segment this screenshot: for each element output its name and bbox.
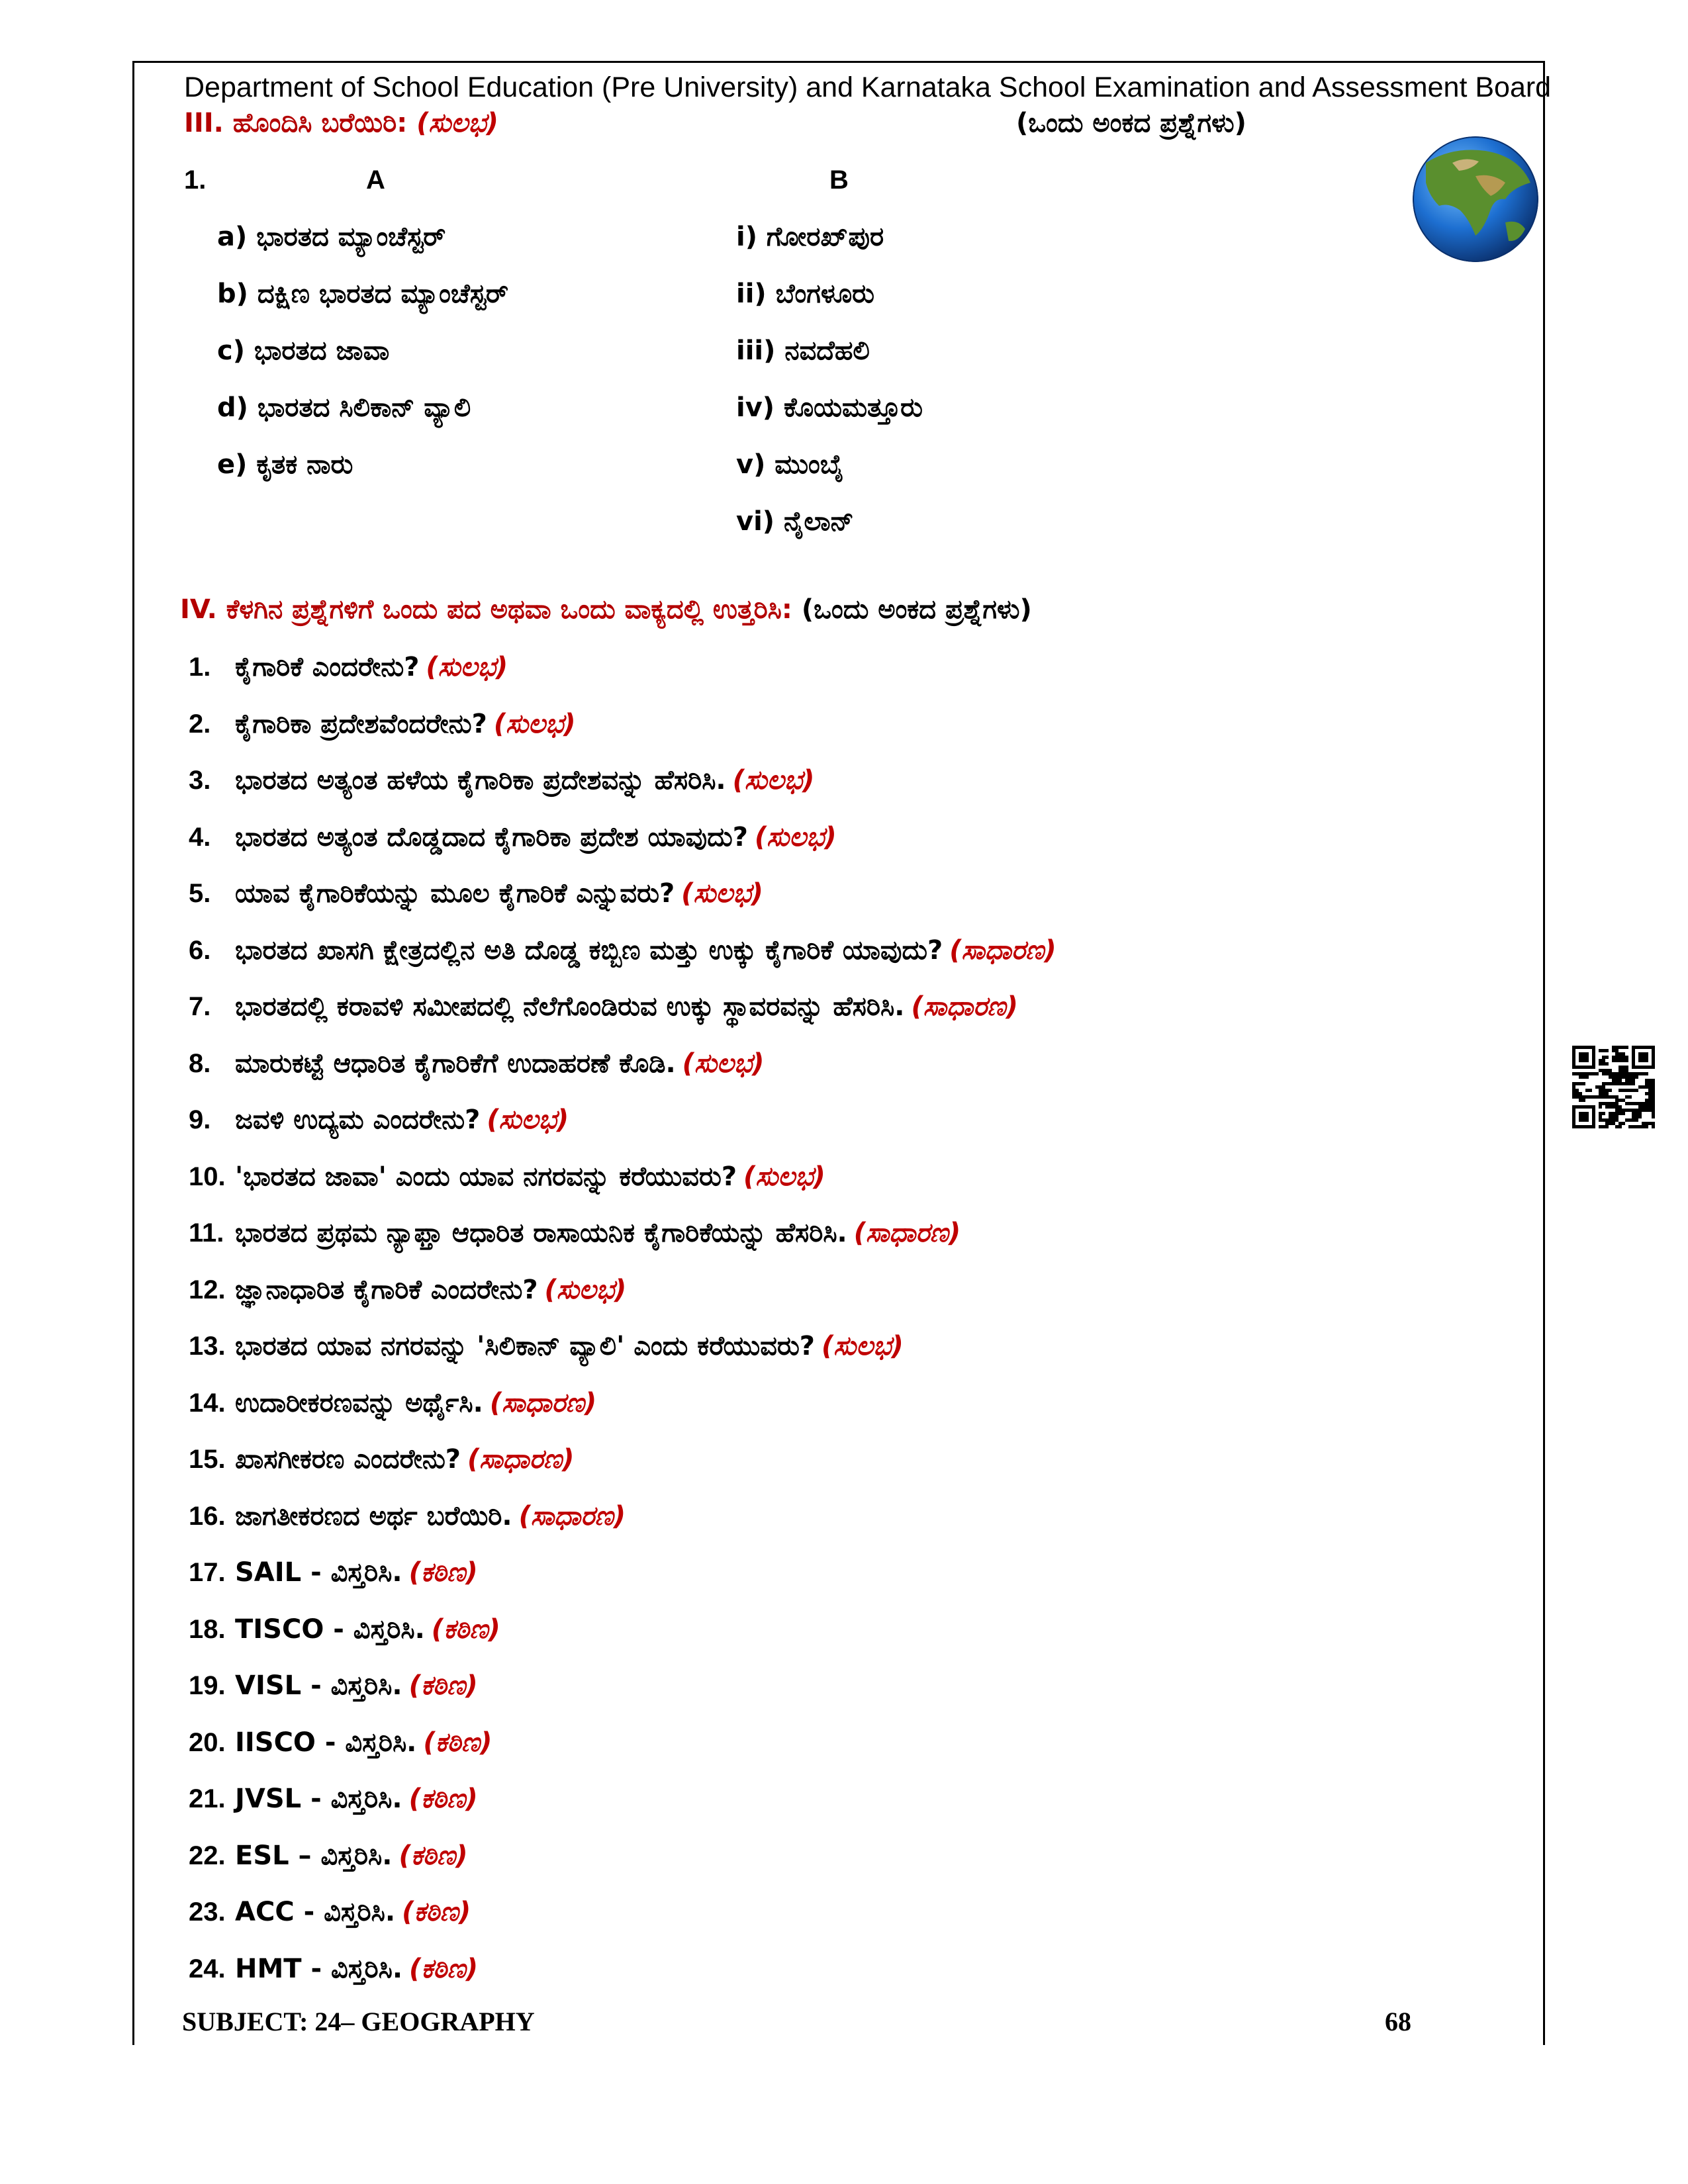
match-b-item: iv) ಕೊಯಮತ್ತೂರು (736, 392, 923, 423)
question-number: 10. (189, 1162, 226, 1191)
question-text: ESL – ವಿಸ್ತರಿಸಿ. (235, 1841, 393, 1871)
question-difficulty: (ಕಠಿಣ) (408, 1557, 478, 1588)
question-number: 11. (189, 1218, 224, 1248)
question-difficulty: (ಸುಲಭ) (681, 878, 763, 909)
question-item (189, 1724, 492, 1761)
question-difficulty: (ಸುಲಭ) (754, 822, 837, 852)
question-number: 22. (189, 1841, 226, 1870)
page-header: Department of School Education (Pre University) and Karnataka School Examination and Assessment Board (184, 71, 1552, 103)
question-number: 2. (189, 709, 211, 739)
question-text: ACC - ವಿಸ್ತರಿಸಿ. (235, 1897, 396, 1927)
question-difficulty: (ಕಠಿಣ) (402, 1897, 471, 1927)
match-b-item: v) ಮುಂಬೈ (736, 449, 844, 480)
question-item (189, 932, 1056, 969)
question-item (189, 705, 576, 743)
question-item (189, 1611, 500, 1648)
question-item (189, 988, 1018, 1025)
question-difficulty: (ಸುಲಭ) (732, 765, 815, 796)
question-difficulty: (ಸುಲಭ) (682, 1048, 765, 1079)
question-text: ಕೈಗಾರಿಕಾ ಪ್ರದೇಶವೆಂದರೇನು? (235, 709, 487, 739)
question-item (189, 762, 814, 799)
section4-marks-note: (ಒಂದು ಅಂಕದ ಪ್ರಶ್ನೆಗಳು) (801, 594, 1032, 625)
question-text: IISCO - ವಿಸ್ತರಿಸಿ. (235, 1727, 417, 1758)
section3-title: III. ಹೊಂದಿಸಿ ಬರೆಯಿರಿ: (184, 108, 408, 138)
question-difficulty: (ಸಾಧಾರಣ) (489, 1388, 597, 1418)
question-item (189, 1780, 478, 1817)
question-item (189, 1045, 764, 1082)
question-number: 5. (189, 879, 211, 908)
match-question-number: 1. (184, 165, 207, 195)
globe-icon (1413, 136, 1538, 262)
match-a-item: e) ಕೃತಕ ನಾರು (217, 449, 353, 480)
section3-difficulty: (ಸುಲಭ) (416, 108, 498, 138)
question-difficulty: (ಕಠಿಣ) (408, 1670, 478, 1701)
question-item (189, 1271, 626, 1308)
question-item (189, 1328, 904, 1365)
question-item (189, 819, 837, 856)
question-item (189, 875, 763, 912)
question-number: 13. (189, 1332, 226, 1361)
question-number: 6. (189, 936, 211, 965)
question-number: 18. (189, 1615, 226, 1644)
question-number: 4. (189, 823, 211, 852)
question-text: ಜಾಗತೀಕರಣದ ಅರ್ಥ ಬರೆಯಿರಿ. (235, 1501, 512, 1531)
question-item (189, 1950, 478, 1987)
question-difficulty: (ಕಠಿಣ) (399, 1841, 468, 1871)
question-difficulty: (ಸುಲಭ) (821, 1331, 904, 1361)
question-text: ಜವಳಿ ಉದ್ಯಮ ಎಂದರೇನು? (235, 1105, 481, 1135)
question-number: 23. (189, 1897, 226, 1927)
question-text: HMT - ವಿಸ್ತರಿಸಿ. (235, 1954, 403, 1984)
question-text: ಭಾರತದ ಪ್ರಥಮ ನ್ಯಾಫ್ತಾ ಆಧಾರಿತ ರಾಸಾಯನಿಕ ಕೈಗಾರಿಕೆಯನ್ನು ಹೆಸರಿಸಿ. (235, 1218, 847, 1248)
question-item (189, 1441, 574, 1478)
match-a-item: d) ಭಾರತದ ಸಿಲಿಕಾನ್ ವ್ಯಾಲಿ (217, 392, 471, 423)
match-b-item: iii) ನವದೆಹಲಿ (736, 336, 870, 366)
question-text: ಮಾರುಕಟ್ಟೆ ಆಧಾರಿತ ಕೈಗಾರಿಕೆಗೆ ಉದಾಹರಣೆ ಕೊಡಿ. (235, 1048, 676, 1079)
match-b-item: i) ಗೋರಖ್‌ಪುರ (736, 222, 884, 252)
question-item (189, 1214, 961, 1251)
question-number: 12. (189, 1275, 226, 1304)
column-a-heading: A (366, 165, 385, 195)
question-item (189, 649, 508, 686)
question-difficulty: (ಸಾಧಾರಣ) (949, 935, 1056, 966)
question-number: 15. (189, 1445, 226, 1474)
question-difficulty: (ಕಠಿಣ) (431, 1614, 500, 1645)
question-difficulty: (ಸಾಧಾರಣ) (467, 1444, 575, 1475)
question-difficulty: (ಸುಲಭ) (426, 652, 508, 682)
question-item (189, 1893, 471, 1931)
question-difficulty: (ಕಠಿಣ) (409, 1954, 479, 1984)
question-text: ಉದಾರೀಕರಣವನ್ನು ಅರ್ಥೈಸಿ. (235, 1388, 483, 1418)
question-text: ಕೈಗಾರಿಕೆ ಎಂದರೇನು? (235, 652, 420, 682)
question-text: SAIL - ವಿಸ್ತರಿಸಿ. (235, 1557, 402, 1588)
question-difficulty: (ಸುಲಭ) (743, 1161, 825, 1192)
question-number: 16. (189, 1502, 226, 1531)
question-number: 1. (189, 653, 211, 682)
section4-title: IV. ಕೆಳಗಿನ ಪ್ರಶ್ನೆಗಳಿಗೆ ಒಂದು ಪದ ಅಥವಾ ಒಂದು ವಾಕ್ಯದಲ್ಲಿ ಉತ್ತರಿಸಿ: (180, 594, 792, 625)
question-text: ಯಾವ ಕೈಗಾರಿಕೆಯನ್ನು ಮೂಲ ಕೈಗಾರಿಕೆ ಎನ್ನುವರು? (235, 878, 675, 909)
question-text: JVSL - ವಿಸ್ತರಿಸಿ. (235, 1784, 402, 1814)
question-number: 24. (189, 1954, 226, 1983)
question-text: ಭಾರತದ ಅತ್ಯಂತ ದೊಡ್ಡದಾದ ಕೈಗಾರಿಕಾ ಪ್ರದೇಶ ಯಾವುದು? (235, 822, 748, 852)
question-number: 19. (189, 1671, 226, 1700)
question-difficulty: (ಸಾಧಾರಣ) (518, 1501, 626, 1531)
question-number: 14. (189, 1388, 226, 1418)
question-item (189, 1385, 596, 1422)
match-b-item: vi) ನೈಲಾನ್ (736, 506, 854, 537)
question-text: TISCO - ವಿಸ್ತರಿಸಿ. (235, 1614, 425, 1645)
question-number: 3. (189, 766, 211, 795)
section3-heading (184, 105, 498, 142)
question-number: 7. (189, 992, 211, 1021)
question-number: 21. (189, 1784, 226, 1813)
match-a-item: a) ಭಾರತದ ಮ್ಯಾಂಚೆಸ್ಟರ್ (217, 222, 446, 252)
question-number: 8. (189, 1049, 211, 1078)
footer-page-number: 68 (1385, 2007, 1411, 2036)
question-difficulty: (ಕಠಿಣ) (423, 1727, 492, 1758)
qr-code-icon[interactable] (1572, 1046, 1655, 1128)
section4-heading (180, 591, 1032, 628)
question-difficulty: (ಸುಲಭ) (487, 1105, 569, 1135)
question-item (189, 1498, 626, 1535)
question-text: ಭಾರತದ ಅತ್ಯಂತ ಹಳೆಯ ಕೈಗಾರಿಕಾ ಪ್ರದೇಶವನ್ನು ಹೆಸರಿಸಿ. (235, 765, 726, 796)
question-difficulty: (ಸುಲಭ) (544, 1275, 627, 1305)
question-item (189, 1667, 478, 1704)
question-text: ಭಾರತದ ಖಾಸಗಿ ಕ್ಷೇತ್ರದಲ್ಲಿನ ಅತಿ ದೊಡ್ಡ ಕಬ್ಬಿಣ ಮತ್ತು ಉಕ್ಕು ಕೈಗಾರಿಕೆ ಯಾವುದು? (235, 935, 943, 966)
question-number: 17. (189, 1558, 226, 1587)
section3-marks-note: (ಒಂದು ಅಂಕದ ಪ್ರಶ್ನೆಗಳು) (1016, 108, 1246, 138)
question-text: ಖಾಸಗೀಕರಣ ಎಂದರೇನು? (235, 1444, 461, 1475)
question-difficulty: (ಸಾಧಾರಣ) (853, 1218, 961, 1248)
question-item (189, 1101, 569, 1138)
question-item (189, 1158, 825, 1195)
question-difficulty: (ಸುಲಭ) (493, 709, 576, 739)
question-text: 'ಭಾರತದ ಜಾವಾ' ಎಂದು ಯಾವ ನಗರವನ್ನು ಕರೆಯುವರು? (235, 1161, 737, 1192)
question-item (189, 1554, 478, 1591)
question-difficulty: (ಸಾಧಾರಣ) (911, 991, 1018, 1022)
match-a-item: b) ದಕ್ಷಿಣ ಭಾರತದ ಮ್ಯಾಂಚೆಸ್ಟರ್ (217, 279, 509, 309)
question-item (189, 1837, 468, 1874)
footer-subject: SUBJECT: 24– GEOGRAPHY (182, 2007, 535, 2036)
column-b-heading: B (829, 165, 849, 195)
question-text: ಭಾರತದ ಯಾವ ನಗರವನ್ನು 'ಸಿಲಿಕಾನ್ ವ್ಯಾಲಿ' ಎಂದು ಕರೆಯುವರು? (235, 1331, 816, 1361)
question-difficulty: (ಕಠಿಣ) (408, 1784, 478, 1814)
question-number: 20. (189, 1728, 226, 1757)
match-b-item: ii) ಬೆಂಗಳೂರು (736, 279, 875, 309)
question-text: ಜ್ಞಾನಾಧಾರಿತ ಕೈಗಾರಿಕೆ ಎಂದರೇನು? (235, 1275, 538, 1305)
question-number: 9. (189, 1105, 211, 1134)
question-text: ಭಾರತದಲ್ಲಿ ಕರಾವಳಿ ಸಮೀಪದಲ್ಲಿ ನೆಲೆಗೊಂಡಿರುವ ಉಕ್ಕು ಸ್ಥಾವರವನ್ನು ಹೆಸರಿಸಿ. (235, 991, 905, 1022)
match-a-item: c) ಭಾರತದ ಜಾವಾ (217, 336, 390, 366)
question-text: VISL - ವಿಸ್ತರಿಸಿ. (235, 1670, 402, 1701)
